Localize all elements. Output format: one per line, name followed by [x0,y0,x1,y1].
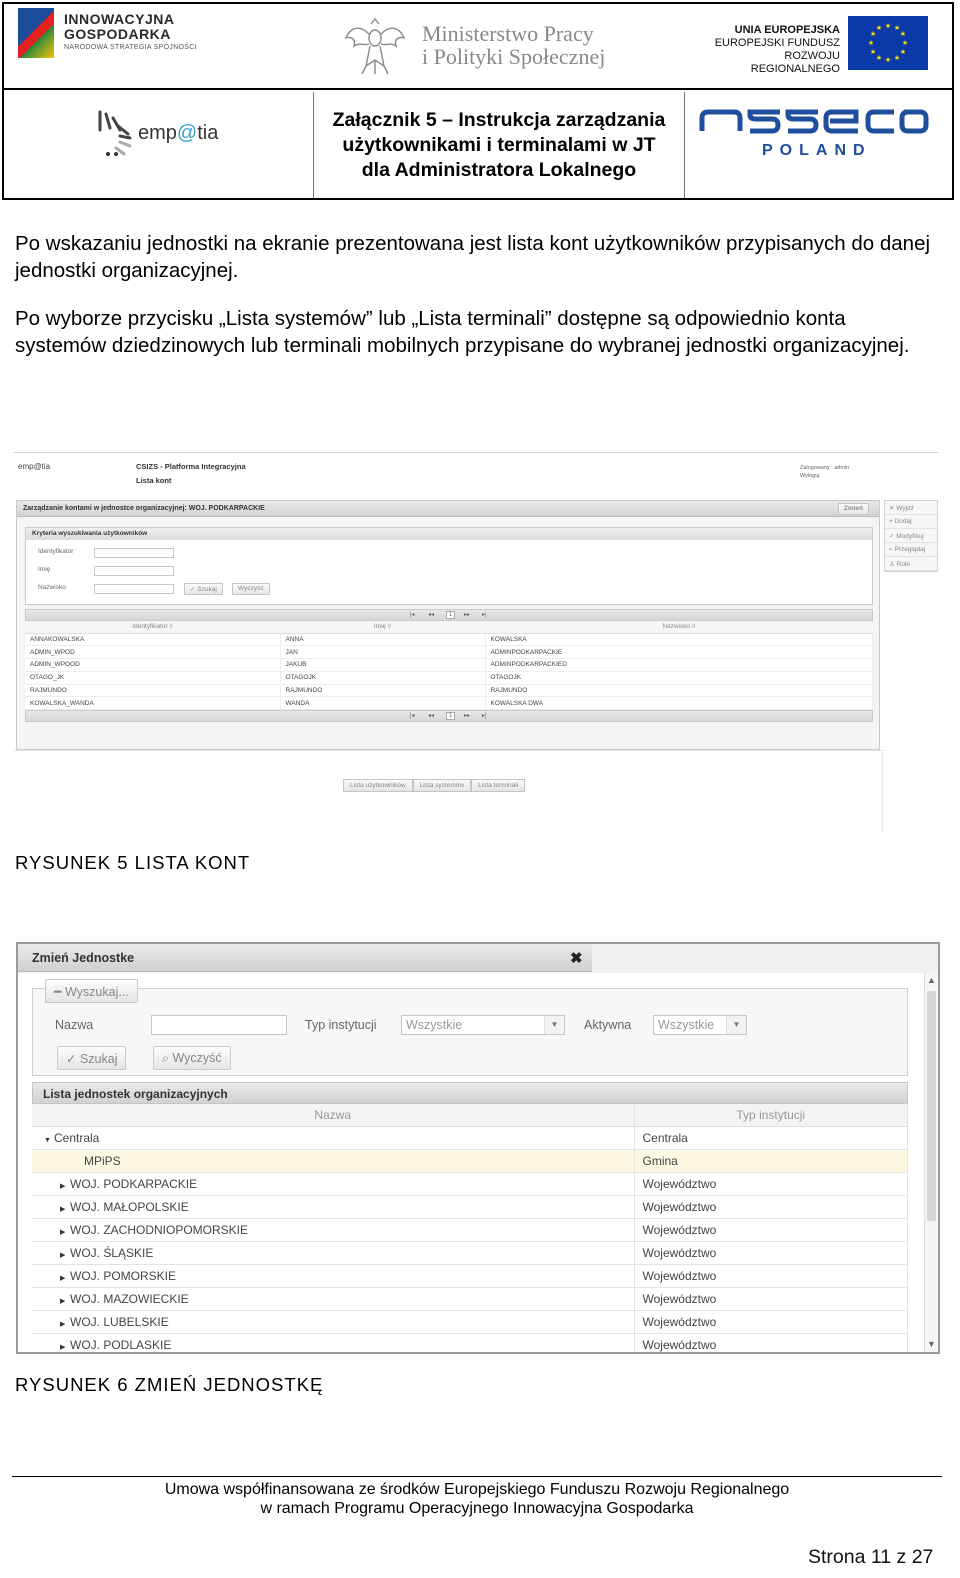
screenshot-change-unit [16,942,940,1354]
table-cell: OTAGO_JK [25,671,280,684]
unit-row[interactable] [32,1241,908,1264]
dialog-body [18,973,924,1354]
collapsed-arrow-icon[interactable]: ▶ [60,1205,66,1213]
unit-table [32,1104,908,1354]
svg-text:★: ★ [884,56,892,64]
collapsed-arrow-icon[interactable]: ▶ [60,1274,66,1282]
name-input[interactable] [151,1015,287,1035]
paragraph-1: Po wskazaniu jednostki na ekranie prezentowana jest lista kont użytkowników przypisanych do danej jednostki organizacyjnej. [15,232,931,282]
last-page-icon[interactable]: ▸| [482,713,487,720]
collapsed-arrow-icon[interactable]: ▶ [60,1228,66,1236]
unit-name: MPiPS [84,1153,121,1168]
table-cell: RAJMUNDO [485,684,873,697]
filter-title: Kryteria wyszukiwania użytkowników [26,528,872,540]
unit-type-cell: Centrala [634,1126,908,1149]
table-cell: ANNA [280,633,485,646]
unit-name-cell [32,1172,634,1195]
scrollbar-thumb[interactable] [927,991,936,1221]
active-label: Aktywna [584,1018,632,1032]
svg-text:★: ★ [884,22,892,30]
figure-5-caption: RYSUNEK 5 LISTA KONT [15,852,251,873]
pager-top [25,609,873,621]
unit-name-cell [32,1241,634,1264]
table-row[interactable] [25,671,873,684]
tab-system-list[interactable]: Lista systemów [413,779,471,792]
doc-title-line1: Załącznik 5 – Instrukcja zarządzania [332,108,666,131]
first-page-icon[interactable]: |◂ [410,612,415,618]
ig-logo-tagline: NARODOWA STRATEGIA SPÓJNOŚCI [64,44,197,51]
tab-terminal-list[interactable]: Lista terminali [471,779,525,792]
ministry-logo [344,12,644,82]
vertical-scrollbar[interactable] [924,973,938,1354]
dialog-title-bar [18,944,592,972]
unit-row[interactable] [32,1287,908,1310]
search-button[interactable]: ✓ Szukaj [184,583,223,595]
table-cell: OTAGOJK [485,671,873,684]
table-row[interactable] [25,633,873,646]
chevron-down-icon[interactable]: ▼ [544,1016,564,1034]
asseco-wordmark-icon [698,108,930,134]
unit-type-cell: Województwo [634,1172,908,1195]
column-last-name[interactable]: Nazwisko ◊ [485,621,873,633]
svg-text:★: ★ [867,39,875,47]
actions-sidebar [884,500,938,572]
ig-flag-icon [18,8,54,58]
empatia-logo-icon [96,108,136,164]
table-row[interactable] [25,646,873,659]
empatia-cell [4,92,314,198]
unit-row[interactable] [32,1126,908,1149]
active-select[interactable]: Wszystkie ▼ [653,1015,747,1035]
table-cell: RAJMUNDO [280,684,485,697]
clear-button[interactable]: ⌕ Wyczyść [153,1046,231,1070]
asseco-logo [684,92,952,198]
search-group [32,985,908,1076]
exit-action[interactable]: ✕ Wyjdź [885,501,937,515]
chevron-down-icon[interactable]: ▼ [726,1016,746,1034]
last-name-input[interactable] [94,584,174,594]
unit-name: WOJ. LUBELSKIE [70,1314,169,1329]
column-identifier[interactable]: Identyfikator ◊ [25,621,280,633]
table-cell: RAJMUNDO [25,684,280,697]
unit-row[interactable] [32,1149,908,1172]
svg-text:★: ★ [893,24,901,32]
table-cell: ADMINPODKARPACKIED [485,659,873,672]
unit-row[interactable] [32,1172,908,1195]
doc-title-line2: użytkownikami i terminalami w JT [342,133,656,156]
svg-text:★: ★ [869,48,877,56]
unit-row[interactable] [32,1218,908,1241]
first-page-icon[interactable]: |◂ [410,713,415,720]
first-name-label: Imię [38,566,51,573]
table-cell: JAKUB [280,659,485,672]
empatia-logo [96,106,256,176]
expanded-arrow-icon[interactable]: ▼ [44,1136,51,1144]
unit-name-cell [32,1333,634,1354]
search-toggle-button[interactable]: ━ Wyszukaj... [45,979,138,1003]
eagle-emblem-icon [344,16,406,76]
unit-type-cell: Województwo [634,1241,908,1264]
unit-type-cell: Województwo [634,1310,908,1333]
table-cell: ADMIN_WPOOD [25,659,280,672]
browse-action[interactable]: ⌕ Przeglądaj [885,543,937,557]
footer-text [12,1480,942,1518]
ig-logo-line2: GOSPODARKA [64,26,171,42]
screenshot-account-list [14,452,938,832]
unit-name-cell [32,1287,634,1310]
unit-name: Centrala [54,1130,100,1145]
svg-text:★: ★ [875,24,883,32]
svg-text:★: ★ [899,30,907,38]
eu-line1: UNIA EUROPEJSKA [734,24,840,36]
modify-action[interactable]: ✓ Modyfikuj [885,529,937,543]
search-button[interactable]: ✓ Szukaj [57,1046,126,1070]
type-select[interactable]: Wszystkie ▼ [401,1015,565,1035]
unit-name-cell [32,1264,634,1287]
document-title [314,92,684,198]
unit-name: WOJ. ŚLĄSKIE [70,1245,154,1260]
panel-title: Zarządzanie kontami w jednostce organizacyjnej: WOJ. PODKARPACKIE [23,505,265,512]
clear-button[interactable]: Wyczyść [232,583,270,595]
unit-name-cell [32,1126,634,1149]
unit-name: WOJ. MAZOWIECKIE [70,1291,189,1306]
search-criteria-box [25,527,873,605]
unit-type-cell: Gmina [634,1149,908,1172]
empatia-suffix: tia [197,122,219,144]
figure-6-caption: RYSUNEK 6 ZMIEŃ JEDNOSTKĘ [15,1374,324,1395]
unit-type-cell: Województwo [634,1218,908,1241]
accounts-table [25,621,873,710]
table-row[interactable] [25,684,873,697]
next-page-icon[interactable]: ▸▸ [464,612,471,618]
svg-text:★: ★ [899,48,907,56]
table-cell: OTAGOJK [280,671,485,684]
column-type[interactable]: Typ instytucji [634,1104,908,1126]
collapsed-arrow-icon[interactable]: ▶ [60,1182,66,1190]
asseco-poland-label: POLAND [762,142,872,159]
unit-name-cell [32,1218,634,1241]
last-name-label: Nazwisko [38,584,66,591]
logout-link[interactable]: Wyloguj [800,473,820,479]
table-cell: KOWALSKA_WANDA [25,697,280,710]
unit-name-cell [32,1310,634,1333]
header-title-row [4,92,952,198]
innowacyjna-gospodarka-logo [18,8,218,62]
prev-page-icon[interactable]: ◂◂ [428,713,435,720]
table-row[interactable] [25,659,873,672]
unit-type-cell: Województwo [634,1195,908,1218]
footer-line1: Umowa współfinansowana ze środków Europejskiego Funduszu Rozwoju Regionalnego [164,1481,790,1498]
ministry-name-line1: Ministerstwo Pracy [422,21,594,46]
tab-user-list[interactable]: Lista użytkowników [343,779,413,792]
paragraph-2: Po wyborze przycisku „Lista systemów” lub „Lista terminali” dostępne są odpowiednio konta systemów dziedzinowych lub terminali mobilnych przypisane do wybranej jednostki organizacyjnej. [15,307,910,357]
page-number[interactable]: 1 [446,712,455,720]
unit-name: WOJ. POMORSKIE [70,1268,177,1283]
unit-row[interactable] [32,1195,908,1218]
header-logos-row [4,4,952,90]
table-cell: ADMIN_WPOD [25,646,280,659]
scroll-down-icon[interactable]: ▼ [927,1339,936,1349]
accounts-panel [16,500,880,789]
roles-action[interactable]: ♙ Role [885,557,937,571]
unit-row[interactable] [32,1264,908,1287]
logged-in-label: Zalogowany : admin [800,465,850,471]
table-cell: KOWALSKA [485,633,873,646]
unit-row[interactable] [32,1310,908,1333]
close-icon[interactable]: ✖ [570,950,583,967]
empatia-prefix: emp [138,122,177,144]
column-name[interactable]: Nazwa [32,1104,634,1126]
page-title: Lista kont [136,476,172,485]
table-cell: ANNAKOWALSKA [25,633,280,646]
type-label: Typ instytucji [305,1018,377,1032]
unit-type-cell: Województwo [634,1264,908,1287]
page-number-label: Strona 11 z 27 [808,1546,934,1568]
eu-line2: EUROPEJSKI FUNDUSZ [714,37,840,49]
unit-name-cell [32,1195,634,1218]
prev-page-icon[interactable]: ◂◂ [428,612,435,618]
table-cell: WANDA [280,697,485,710]
unit-name: WOJ. PODKARPACKIE [70,1176,198,1191]
first-name-input[interactable] [94,566,174,576]
pager-bottom [25,710,873,722]
table-cell: KOWALSKA DWA [485,697,873,710]
name-label: Nazwa [55,1018,94,1032]
scroll-up-icon[interactable]: ▲ [927,975,936,985]
unit-name: WOJ. PODLASKIE [70,1337,172,1352]
change-unit-button[interactable]: Zmień [838,503,869,515]
table-cell: ADMINPODKARPACKIE [485,646,873,659]
column-first-name[interactable]: Imię ◊ [280,621,485,633]
unit-name: WOJ. ZACHODNIOPOMORSKIE [70,1222,249,1237]
collapsed-arrow-icon[interactable]: ▶ [60,1297,66,1305]
svg-text:★: ★ [893,54,901,62]
unit-list-title: Lista jednostek organizacyjnych [32,1082,908,1104]
document-header [2,2,954,200]
unit-type-cell: Województwo [634,1333,908,1354]
footer-rule [12,1476,942,1477]
eu-flag-icon [848,16,928,70]
last-page-icon[interactable]: ▸| [482,612,487,618]
ministry-name-line2: i Polityki Społecznej [422,44,606,69]
identifier-label: Identyfikator [38,548,74,555]
unit-name: WOJ. MAŁOPOLSKIE [70,1199,189,1214]
svg-text:★: ★ [875,54,883,62]
footer-line2: w ramach Programu Operacyjnego Innowacyjna Gospodarka [260,1500,694,1517]
dialog-title: Zmień Jednostke [32,951,135,965]
accounts-grid [25,609,873,722]
unit-name-cell [32,1149,634,1172]
collapsed-arrow-icon[interactable]: ▶ [60,1251,66,1259]
doc-title-line3: dla Administratora Lokalnego [361,158,637,181]
eu-line3: ROZWOJU REGIONALNEGO [750,50,840,75]
svg-text:★: ★ [869,30,877,38]
list-tabs [343,779,525,792]
empatia-at: @ [176,122,198,144]
table-row[interactable] [25,697,873,710]
eu-logo [700,16,932,76]
unit-type-cell: Województwo [634,1287,908,1310]
app-title: CSIZS - Platforma Integracyjna [136,462,246,471]
ig-logo-line1: INNOWACYJNA [64,11,175,27]
add-action[interactable]: + Dodaj [885,515,937,529]
collapsed-arrow-icon[interactable]: ▶ [60,1320,66,1328]
identifier-input[interactable] [94,548,174,558]
table-cell: JAN [280,646,485,659]
next-page-icon[interactable]: ▸▸ [464,713,471,720]
svg-text:★: ★ [901,39,909,47]
page-number[interactable]: 1 [446,611,455,619]
unit-row[interactable] [32,1333,908,1354]
mini-empatia-logo: emp@tia [18,462,51,471]
collapsed-arrow-icon[interactable]: ▶ [60,1343,66,1351]
